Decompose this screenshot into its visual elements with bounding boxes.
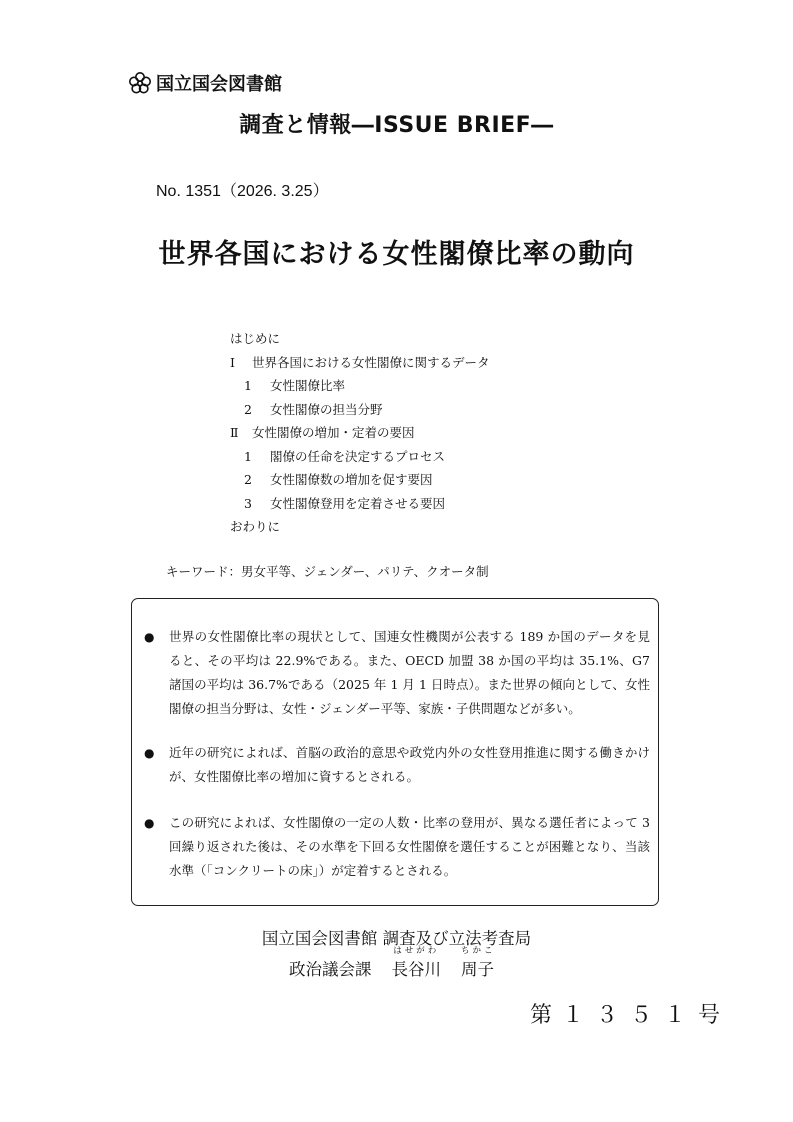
bullet-icon: ● (144, 630, 155, 644)
author-family-ruby: はせがわ (393, 946, 440, 956)
toc-item: 1 閣僚の任命を決定するプロセス (244, 448, 446, 464)
ndl-flower-icon (128, 71, 152, 95)
summary-bullet: ● 世界の女性閣僚比率の現状として、国連女性機関が公表する 189 か国のデータを見ると、その平均は 22.9%である。また、OECD 加盟 38 か国の平均は 35.1%、G7 諸国の平均は 36.7%である（2025 年 1 月 1 日時点）。また世界の傾向として、女性閣僚の担当分野は、女性・ジェンダー平等、家族・子供問題などが多い。 (142, 625, 650, 721)
toc-item: 3 女性閣僚登用を定着させる要因 (244, 495, 446, 511)
author-family-name: はせがわ 長谷川 (391, 946, 441, 979)
toc-outro: おわりに (230, 519, 281, 534)
toc-item: 1 女性閣僚比率 (244, 378, 346, 393)
bullet-icon: ● (144, 746, 155, 760)
toc-item: 2 女性閣僚数の増加を促す要因 (244, 472, 433, 487)
series-title: 調査と情報―ISSUE BRIEF― (239, 113, 554, 138)
summary-box (131, 598, 659, 906)
issue-serial: 第 １３５１ 号 (530, 1003, 721, 1028)
toc-intro: はじめに (230, 331, 281, 346)
summary-bullet: ● この研究によれば、女性閣僚の一定の人数・比率の登用が、異なる選任者によって 3 回繰り返された後は、その水準を下回る女性閣僚を選任することが困難となり、当該水準（「コンクリートの床」）が定着するとされる。 (142, 811, 650, 883)
toc-section-2: Ⅱ 女性閣僚の増加・定着の要因 (230, 425, 415, 440)
author-given-ruby: ちかこ (461, 946, 496, 956)
issue-number: No. 1351（2026. 3.25） (156, 183, 329, 200)
toc-section-1: Ⅰ 世界各国における女性閣僚に関するデータ (230, 354, 490, 370)
keywords: キーワード：男女平等、ジェンダー、パリテ、クオータ制 (166, 564, 489, 579)
bullet-icon: ● (144, 816, 155, 830)
toc-item: 2 女性閣僚の担当分野 (244, 401, 383, 417)
table-of-contents (230, 327, 490, 539)
author-line (289, 946, 496, 980)
author-given-name: ちかこ 周子 (461, 946, 496, 979)
page-title: 世界各国における女性閣僚比率の動向 (158, 239, 635, 270)
ndl-logo (128, 70, 282, 96)
division: 政治議会課 (289, 960, 372, 979)
logo-text: 国立国会図書館 (156, 74, 282, 95)
organization: 国立国会図書館 調査及び立法考査局 (261, 929, 532, 948)
summary-bullet: ● 近年の研究によれば、首脳の政治的意思や政党内外の女性登用推進に関する働きかけが、女性閣僚比率の増加に資するとされる。 (142, 741, 650, 789)
